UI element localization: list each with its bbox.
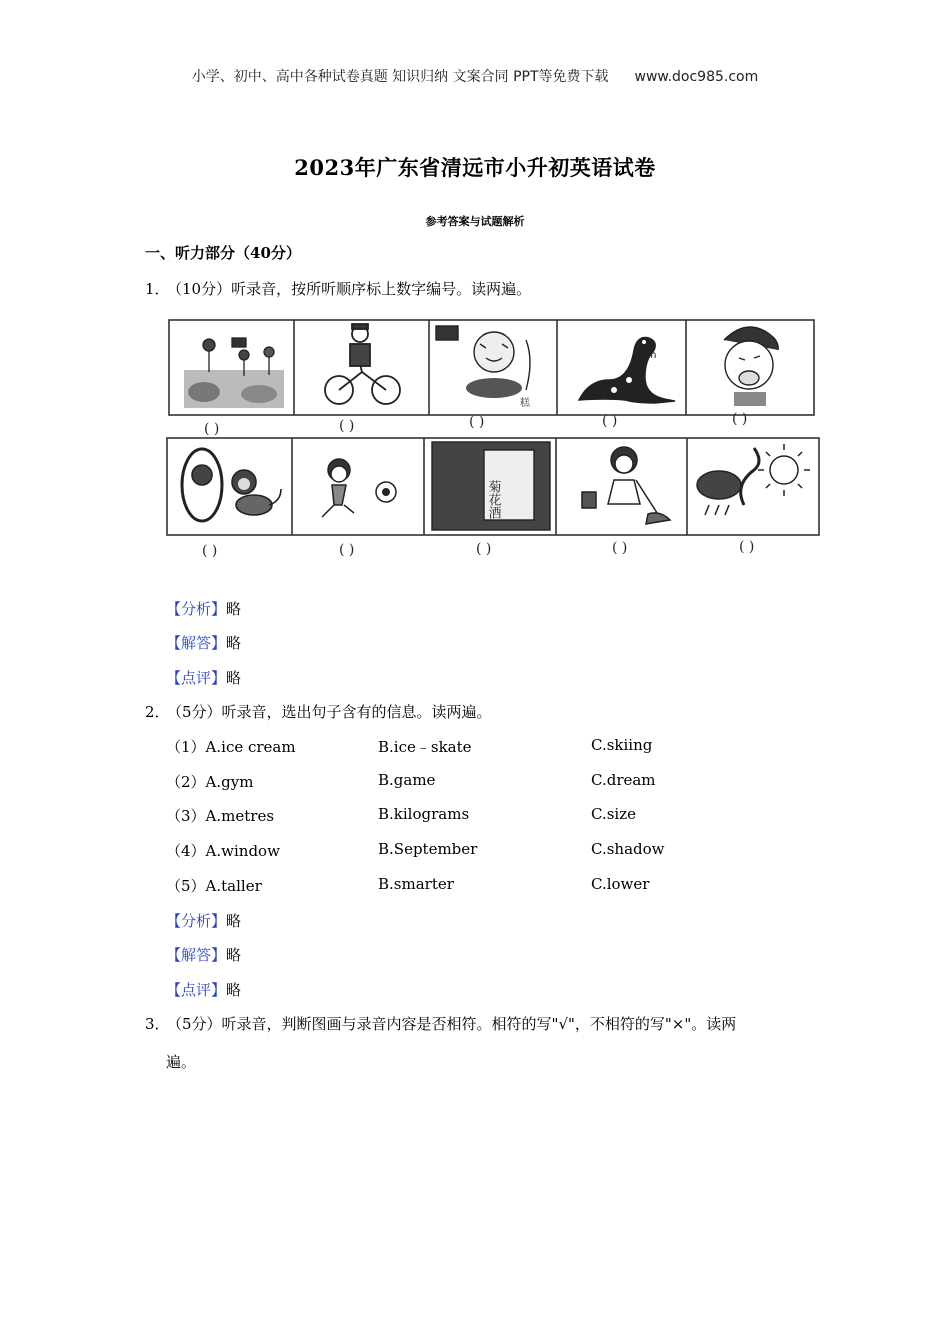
q2-option-2c: C.dream — [591, 771, 656, 789]
q1-answer: 【解答】略 — [166, 634, 242, 652]
header-text: 小学、初中、高中各种试卷真题 知识归纳 文案合同 PPT等免费下载 — [191, 69, 609, 85]
answer-tag: 【解答】 — [166, 634, 227, 652]
page-header — [0, 66, 950, 86]
q2-option-5c: C.lower — [591, 875, 650, 893]
q1-blank-3: ( ) — [469, 414, 485, 430]
monkey-and-mirror-icon — [182, 449, 281, 521]
q1-blank-7: ( ) — [339, 542, 355, 558]
q1-blank-5: ( ) — [732, 411, 748, 427]
question-number: 1． — [145, 280, 170, 298]
question-number: 3． — [145, 1015, 170, 1033]
cloud-and-sun-icon — [697, 444, 810, 515]
boy-kicking-ball-icon — [322, 459, 396, 517]
dino-label: 15m — [634, 350, 657, 361]
q2-option-3c: C.size — [591, 805, 636, 823]
festival-poster-icon — [432, 442, 550, 530]
q2-option-4b: B.September — [378, 840, 478, 858]
q2-option-3b: B.kilograms — [378, 805, 470, 823]
q2-analysis: 【分析】略 — [166, 912, 242, 930]
analysis-tag: 【分析】 — [166, 912, 227, 930]
question-3 — [145, 1013, 736, 1034]
dinosaur-icon — [579, 338, 675, 404]
q1-analysis: 【分析】略 — [166, 600, 242, 618]
question-1 — [145, 278, 531, 299]
q1-blank-8: ( ) — [476, 541, 492, 557]
q1-blank-10: ( ) — [739, 539, 755, 555]
q1-blank-6: ( ) — [202, 543, 218, 559]
analysis-tag: 【分析】 — [166, 600, 227, 618]
q2-option-1b: B.ice﹣skate — [378, 738, 472, 756]
q1-comment: 【点评】略 — [166, 669, 242, 687]
svg-text:糕: 糕 — [520, 398, 530, 409]
header-url[interactable]: www.doc985.com — [634, 69, 759, 85]
q2-option-2a: （2）A.gym — [166, 773, 254, 791]
comment-tag: 【点评】 — [166, 981, 227, 999]
document-title: 2023年广东省清远市小升初英语试卷 — [294, 155, 656, 180]
q1-blank-2: ( ) — [339, 418, 355, 434]
family-picnic-icon — [184, 338, 284, 408]
q1-picture-grid — [164, 310, 824, 565]
question-text: （5分）听录音，判断图画与录音内容是否相符。相符的写"√"，不相符的写"×"。读两 — [167, 1015, 737, 1033]
q2-option-5b: B.smarter — [378, 875, 454, 893]
q2-option-1a: （1）A.ice cream — [166, 738, 296, 756]
answer-tag: 【解答】 — [166, 946, 227, 964]
q2-comment: 【点评】略 — [166, 981, 242, 999]
question-number: 2． — [145, 703, 170, 721]
document-subtitle: 参考答案与试题解析 — [425, 215, 525, 228]
q2-option-1c: C.skiing — [591, 736, 653, 754]
q2-answer: 【解答】略 — [166, 946, 242, 964]
poster-text: 菊花酒 — [485, 480, 501, 519]
q1-blank-9: ( ) — [612, 540, 628, 556]
q2-option-4a: （4）A.window — [166, 842, 280, 860]
q1-blank-1: ( ) — [204, 421, 220, 437]
q2-option-5a: （5）A.taller — [166, 877, 262, 895]
q2-option-4c: C.shadow — [591, 840, 665, 858]
comment-tag: 【点评】 — [166, 669, 227, 687]
girl-sweeping-icon — [582, 447, 670, 524]
question-2 — [145, 701, 492, 722]
q2-option-3a: （3）A.metres — [166, 807, 275, 825]
tiger-with-food-icon — [436, 326, 531, 409]
q1-blank-4: ( ) — [602, 413, 618, 429]
boy-sneezing-icon — [724, 327, 778, 406]
section-heading: 一、听力部分（40分） — [145, 244, 301, 262]
question-text: （10分）听录音，按所听顺序标上数字编号。读两遍。 — [167, 280, 532, 298]
question-3-continuation: 遍。 — [166, 1053, 197, 1071]
q2-option-2b: B.game — [378, 771, 436, 789]
question-text: （5分）听录音，选出句子含有的信息。读两遍。 — [167, 703, 492, 721]
boy-on-bicycle-icon — [325, 324, 400, 404]
